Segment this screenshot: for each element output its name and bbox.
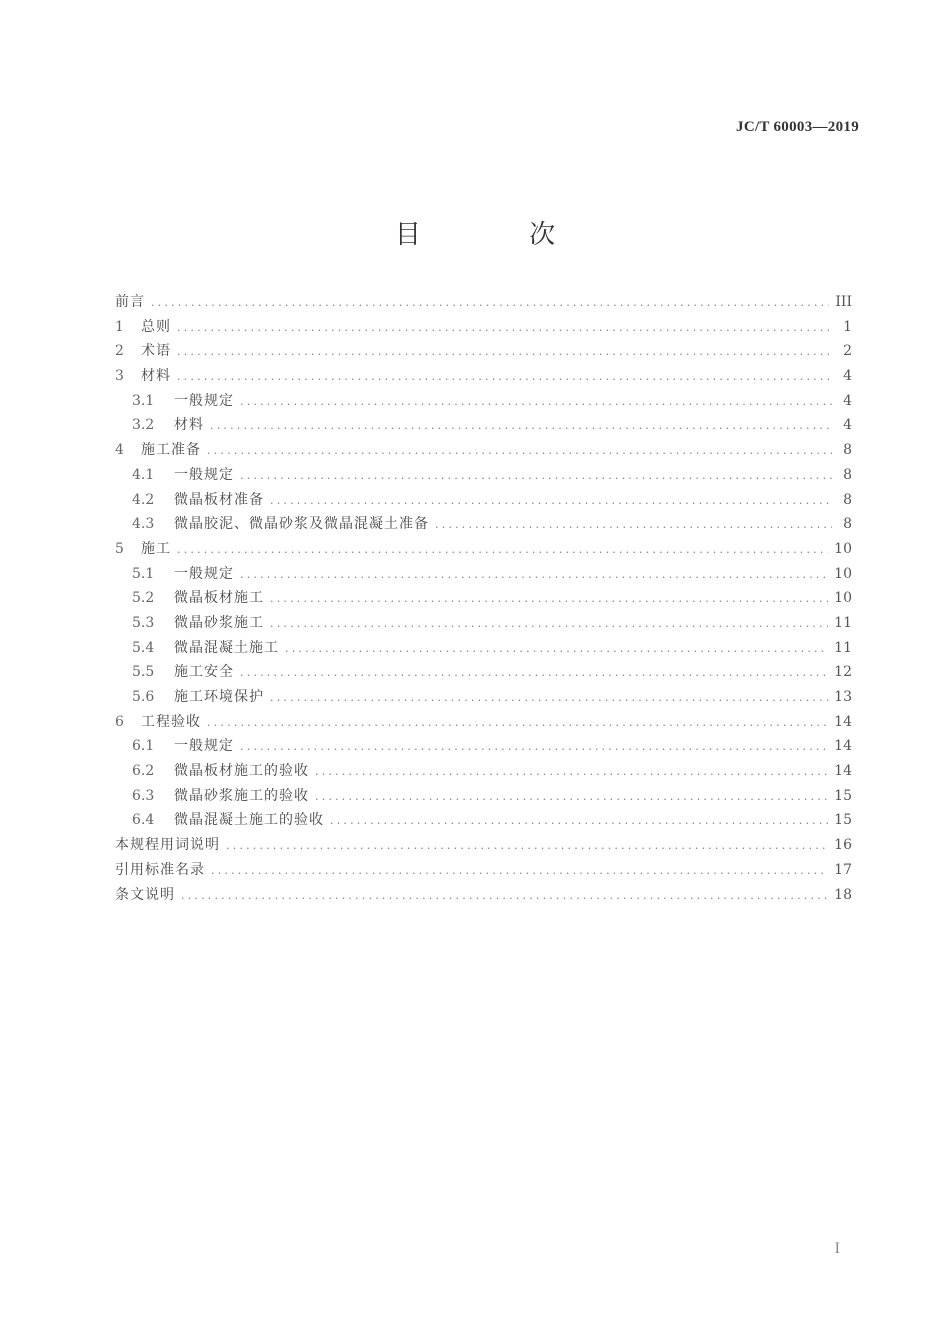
toc-leader-dots <box>151 291 829 316</box>
toc-leader-dots <box>270 686 828 711</box>
toc-leader-dots <box>240 735 828 760</box>
toc-entry-number: 6.1 <box>132 738 155 755</box>
toc-leader-dots <box>270 489 832 514</box>
toc-entry-number: 5.1 <box>132 565 155 582</box>
toc-entry[interactable] <box>115 562 852 587</box>
toc-leader-dots <box>240 390 832 415</box>
toc-entry-number: 5.6 <box>132 689 155 705</box>
toc-entry-page: 17 <box>834 861 852 878</box>
toc-entry-page: 10 <box>834 565 852 582</box>
toc-entry[interactable] <box>115 833 852 858</box>
toc-entry[interactable] <box>115 759 852 784</box>
toc-entry[interactable] <box>115 463 852 488</box>
toc-leader-dots <box>181 884 828 909</box>
toc-entry[interactable] <box>115 438 852 463</box>
toc-leader-dots <box>177 365 832 390</box>
toc-entry-number: 3 <box>115 368 124 385</box>
page-title: 目 次 <box>394 220 606 250</box>
toc-entry-page: III <box>835 294 852 310</box>
toc-entry-label: 微晶胶泥、微晶砂浆及微晶混凝土准备 <box>174 516 429 533</box>
toc-entry[interactable] <box>115 883 852 908</box>
toc-entry[interactable] <box>115 389 852 414</box>
toc-entry-label: 微晶板材准备 <box>174 491 264 508</box>
toc-entry-page: 13 <box>834 689 852 705</box>
toc-leader-dots <box>330 809 828 834</box>
toc-entry-label: 材料 <box>141 368 171 385</box>
toc-entry-page: 8 <box>843 491 852 508</box>
toc-entry-label: 微晶混凝土施工 <box>174 639 279 656</box>
standard-code: JC/T 60003—2019 <box>736 119 859 135</box>
toc-entry[interactable] <box>115 488 852 513</box>
toc-entry-label: 施工 <box>141 540 171 557</box>
toc-entry[interactable] <box>115 784 852 809</box>
toc-entry-label: 一般规定 <box>174 565 234 582</box>
toc-entry-page: 11 <box>834 614 852 631</box>
toc-entry-page: 1 <box>843 318 852 335</box>
toc-entry-page: 10 <box>834 540 852 557</box>
toc-leader-dots <box>226 834 828 859</box>
toc-entry[interactable] <box>115 858 852 883</box>
toc-entry-number: 3.2 <box>132 417 155 434</box>
toc-entry[interactable] <box>115 512 852 537</box>
toc-entry-label: 微晶砂浆施工的验收 <box>174 787 309 804</box>
toc-entry-number: 4.1 <box>132 466 155 483</box>
toc-entry[interactable] <box>115 685 852 710</box>
toc-entry-label: 一般规定 <box>174 392 234 409</box>
toc-entry-page: 8 <box>843 442 852 459</box>
toc-entry-number: 6 <box>115 713 124 730</box>
toc-entry-number: 4.3 <box>132 516 155 533</box>
toc-entry-page: 2 <box>843 343 852 360</box>
toc-entry-page: 16 <box>834 837 852 854</box>
toc-entry-label: 微晶砂浆施工 <box>174 614 264 631</box>
toc-leader-dots <box>177 316 832 341</box>
toc-leader-dots <box>270 587 828 612</box>
toc-leader-dots <box>211 859 828 884</box>
toc-leader-dots <box>315 785 828 810</box>
toc-entry-page: 18 <box>834 886 852 903</box>
toc-entry[interactable] <box>115 364 852 389</box>
toc-entry-number: 3.1 <box>132 392 155 409</box>
toc-leader-dots <box>177 340 832 365</box>
toc-leader-dots <box>240 464 832 489</box>
toc-leader-dots <box>210 414 832 439</box>
toc-entry[interactable] <box>115 734 852 759</box>
toc-entry[interactable] <box>115 660 852 685</box>
toc-entry-page: 8 <box>843 516 852 533</box>
toc-entry-label: 前言 <box>115 294 145 310</box>
toc-leader-dots <box>315 760 828 785</box>
toc-entry-label: 一般规定 <box>174 466 234 483</box>
toc-entry-label: 微晶板材施工的验收 <box>174 763 309 780</box>
toc-entry-label: 术语 <box>141 343 171 360</box>
toc-leader-dots <box>207 439 832 464</box>
toc-entry-page: 11 <box>834 639 852 656</box>
toc-entry-page: 14 <box>834 738 852 755</box>
toc-entry-page: 14 <box>834 713 852 730</box>
page-number: I <box>834 1240 840 1257</box>
toc-entry-label: 施工环境保护 <box>174 689 264 705</box>
toc-entry-number: 4 <box>115 442 124 459</box>
toc-entry-page: 4 <box>843 417 852 434</box>
toc-entry-page: 12 <box>834 664 852 681</box>
table-of-contents <box>115 290 852 907</box>
toc-entry-number: 6.4 <box>132 812 155 829</box>
toc-entry-number: 5.5 <box>132 664 155 681</box>
toc-leader-dots <box>207 711 828 736</box>
toc-entry-label: 引用标准名录 <box>115 861 205 878</box>
toc-entry-page: 15 <box>834 787 852 804</box>
toc-entry[interactable] <box>115 636 852 661</box>
toc-entry-number: 2 <box>115 343 124 360</box>
toc-leader-dots <box>435 513 832 538</box>
toc-entry-number: 6.3 <box>132 787 155 804</box>
toc-entry[interactable] <box>115 808 852 833</box>
toc-entry-page: 10 <box>834 590 852 607</box>
toc-entry[interactable] <box>115 586 852 611</box>
toc-entry-page: 14 <box>834 763 852 780</box>
toc-leader-dots <box>285 637 828 662</box>
toc-entry-number: 4.2 <box>132 491 155 508</box>
toc-entry-page: 4 <box>843 392 852 409</box>
toc-entry[interactable] <box>115 710 852 735</box>
toc-entry-number: 5.2 <box>132 590 155 607</box>
toc-entry-number: 1 <box>115 318 124 335</box>
toc-entry-label: 施工准备 <box>141 442 201 459</box>
toc-leader-dots <box>177 538 828 563</box>
toc-entry-number: 5.4 <box>132 639 155 656</box>
toc-entry-page: 15 <box>834 812 852 829</box>
toc-leader-dots <box>240 661 828 686</box>
toc-entry-label: 条文说明 <box>115 886 175 903</box>
toc-entry-number: 5.3 <box>132 614 155 631</box>
toc-entry[interactable] <box>115 537 852 562</box>
toc-entry-label: 工程验收 <box>141 713 201 730</box>
toc-entry-label: 总则 <box>141 318 171 335</box>
toc-entry-label: 微晶板材施工 <box>174 590 264 607</box>
toc-entry-label: 施工安全 <box>174 664 234 681</box>
toc-entry-page: 8 <box>843 466 852 483</box>
toc-entry-label: 材料 <box>174 417 204 434</box>
toc-leader-dots <box>270 612 828 637</box>
toc-entry[interactable] <box>115 611 852 636</box>
toc-entry-number: 6.2 <box>132 763 155 780</box>
toc-entry-label: 微晶混凝土施工的验收 <box>174 812 324 829</box>
toc-entry[interactable] <box>115 290 852 315</box>
toc-entry-label: 一般规定 <box>174 738 234 755</box>
toc-entry-number: 5 <box>115 540 124 557</box>
toc-entry[interactable] <box>115 413 852 438</box>
toc-leader-dots <box>240 563 828 588</box>
toc-entry-label: 本规程用词说明 <box>115 837 220 854</box>
toc-entry[interactable] <box>115 315 852 340</box>
toc-entry-page: 4 <box>843 368 852 385</box>
toc-entry[interactable] <box>115 339 852 364</box>
